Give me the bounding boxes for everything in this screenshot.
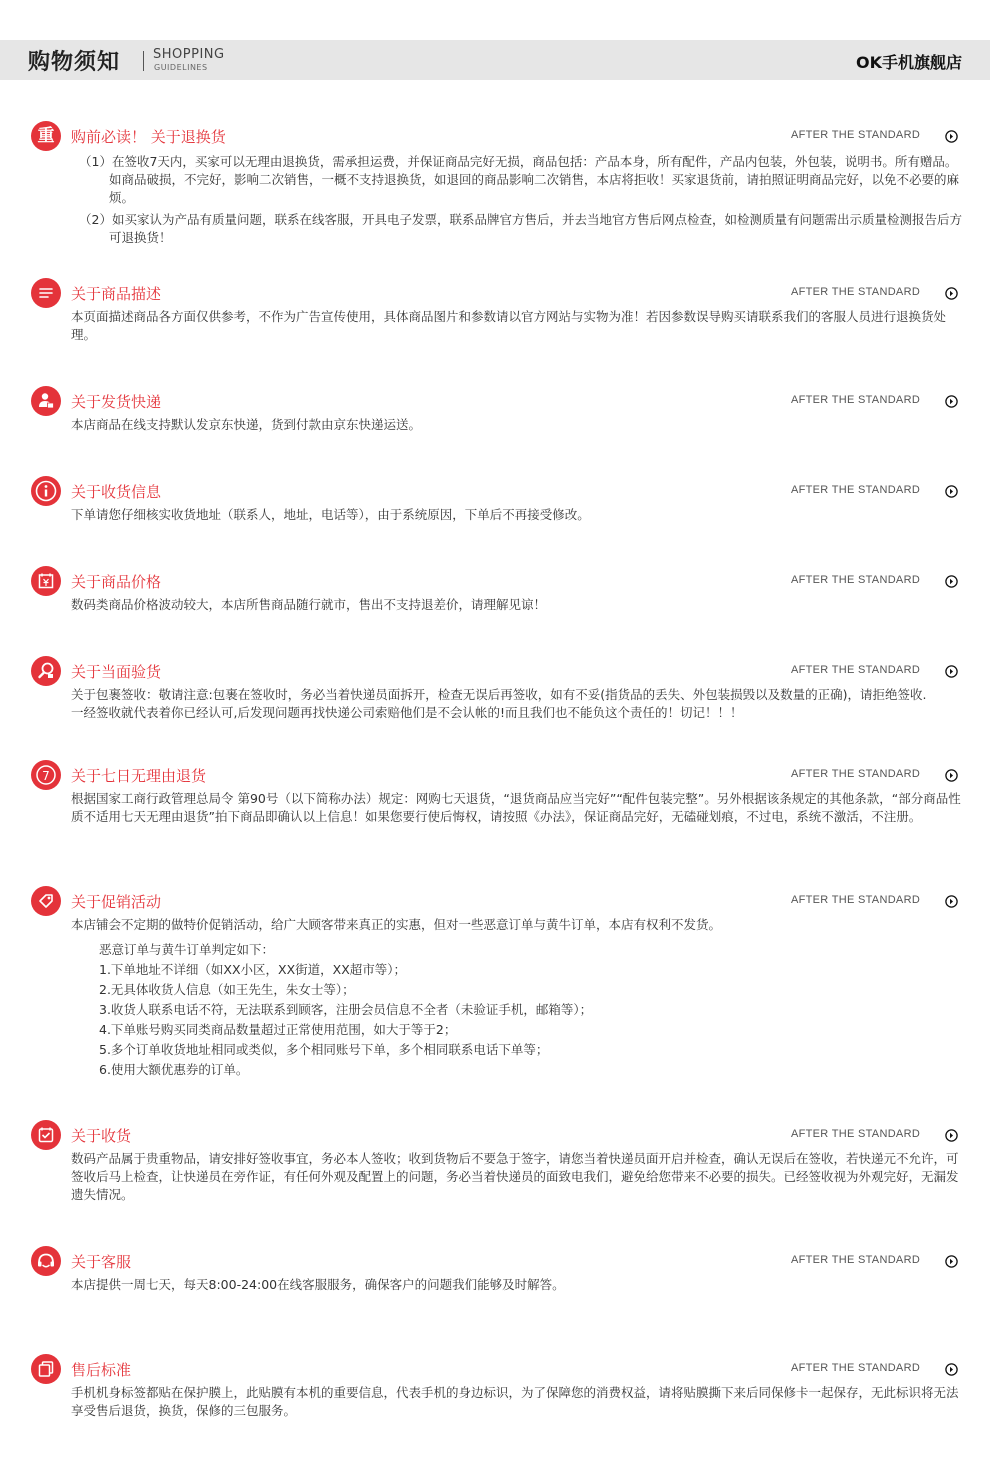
section-title: 关于商品描述: [71, 285, 162, 303]
paragraph: （1）在签收7天内，买家可以无理由退换货，需承担运费，并保证商品完好无损，商品包括：产品本身，所有配件，产品内包装，外包装，说明书。所有赠品。如商品破损，不完好，影响二次销售，一概不支持退换货，如退回的商品影响二次销售，本店将拒收！买家退货前，请拍照证明商品完好，以免不必要的麻烦。: [79, 154, 960, 205]
inspect-magnifier-icon: [31, 656, 61, 686]
list-item: 5.多个订单收货地址相同或类似，多个相同账号下单，多个相同联系电话下单等；: [99, 1042, 549, 1057]
after-standard-label: AFTER THE STANDARD: [791, 1128, 921, 1140]
paragraph: 本页面描述商品各方面仅供参考，不作为广告宣传使用，具体商品图片和参数请以官方网站与实物为准！若因参数误导购买请联系我们的客服人员进行退换货处理。: [71, 309, 947, 342]
circle-arrow-icon[interactable]: [945, 485, 958, 498]
list-item: 4.下单账号购买同类商品数量超过正常使用范围，如大于等于2；: [99, 1022, 457, 1037]
paragraph: 下单请您仔细核实收货地址（联系人，地址，电话等），由于系统原因，下单后不再接受修改。: [71, 507, 590, 522]
page-subtitle-en-small: GUIDELINES: [154, 63, 208, 72]
after-standard-label: AFTER THE STANDARD: [791, 768, 921, 780]
section-body: [71, 1384, 963, 1424]
after-standard-label: AFTER THE STANDARD: [791, 664, 921, 676]
malicious-order-rules: [71, 940, 963, 1080]
paragraph: 手机机身标签都贴在保护膜上，此贴膜有本机的重要信息，代表手机的身边标识，为了保障您的消费权益，请将贴膜撕下来后同保修卡一起保存，无此标识将无法享受售后退货，换货，保修的三包服务。: [71, 1385, 959, 1418]
customer-service-icon: [31, 1246, 61, 1276]
section-body: [71, 596, 963, 618]
after-standard-label: AFTER THE STANDARD: [791, 286, 921, 298]
section-title: 关于促销活动: [71, 893, 162, 911]
after-standard-label: AFTER THE STANDARD: [791, 129, 921, 141]
page-title: 购物须知: [28, 50, 121, 75]
circle-arrow-icon[interactable]: [945, 575, 958, 588]
after-standard-label: AFTER THE STANDARD: [791, 1254, 921, 1266]
page-subtitle-en: SHOPPING: [153, 47, 225, 62]
section-title: 关于七日无理由退货: [71, 767, 207, 785]
receipt-check-icon: [31, 1120, 61, 1150]
after-standard-label: AFTER THE STANDARD: [791, 574, 921, 586]
section-title: 售后标准: [71, 1361, 132, 1379]
circle-arrow-icon[interactable]: [945, 665, 958, 678]
circle-arrow-icon[interactable]: [945, 395, 958, 408]
page-header: [0, 40, 990, 80]
copy-pages-icon: [31, 1354, 61, 1384]
circle-arrow-icon[interactable]: [945, 1255, 958, 1268]
circle-arrow-icon[interactable]: [945, 769, 958, 782]
section-body: [71, 790, 963, 830]
tag-icon: [31, 886, 61, 916]
after-standard-label: AFTER THE STANDARD: [791, 484, 921, 496]
paragraph: 根据国家工商行政管理总局令 第90号（以下简称办法）规定：网购七天退货，“退货商品应当完好”“配件包装完整”。另外根据该条规定的其他条款，“部分商品性质不适用七天无理由退货”拍下商品即确认以上信息！如果您要行使后悔权，请按照《办法》，保证商品完好，无磕碰划痕，不过电，系统不激活，不注册。: [71, 791, 961, 824]
paragraph: （2）如买家认为产品有质量问题，联系在线客服，开具电子发票，联系品牌官方售后，并去当地官方售后网点检查，如检测质量有问题需出示质量检测报告后方可退换货！: [79, 212, 962, 245]
list-item: 2.无具体收货人信息（如王先生，朱女士等）；: [99, 982, 355, 997]
after-standard-label: AFTER THE STANDARD: [791, 894, 921, 906]
shop-name: OK手机旗舰店: [855, 53, 962, 72]
circle-arrow-icon[interactable]: [945, 287, 958, 300]
price-calendar-icon: [31, 566, 61, 596]
section-body: [71, 308, 963, 348]
info-icon: [31, 476, 61, 506]
circle-arrow-icon[interactable]: [945, 130, 958, 143]
title-divider: [143, 51, 144, 71]
circle-arrow-icon[interactable]: [945, 895, 958, 908]
section-title: 关于收货信息: [71, 483, 162, 501]
paragraph: 数码类商品价格波动较大，本店所售商品随行就市，售出不支持退差价，请理解见谅！: [71, 597, 547, 612]
section-title: 关于客服: [71, 1253, 132, 1271]
paragraph: 本店提供一周七天，每天8:00-24:00在线客服服务，确保客户的问题我们能够及时解答。: [71, 1277, 565, 1292]
section-title: 关于收货: [71, 1127, 132, 1145]
section-body: [71, 153, 963, 251]
zhong-character-icon: 重: [31, 121, 61, 151]
after-standard-label: AFTER THE STANDARD: [791, 1362, 921, 1374]
paragraph: 数码产品属于贵重物品，请安排好签收事宜，务必本人签收；收到货物后不要急于签字，请您当着快递员面开启并检查，确认无误后在签收，若快递元不允许，可签收后马上检查，让快递员在旁作证，有任何外观及配置上的问题，务必当着快递员的面致电我们，避免给您带来不必要的损失。已经签收视为外观完好，无漏发遗失情况。: [71, 1151, 959, 1202]
section-title: 关于当面验货: [71, 663, 162, 681]
paragraph: 本店商品在线支持默认发京东快递，货到付款由京东快递运送。: [71, 417, 422, 432]
section-body: [71, 1150, 963, 1208]
paragraph: 本店铺会不定期的做特价促销活动，给广大顾客带来真正的实惠，但对一些恶意订单与黄牛订单，本店有权利不发货。: [71, 917, 722, 932]
circle-arrow-icon[interactable]: [945, 1129, 958, 1142]
section-title: 关于发货快递: [71, 393, 162, 411]
section-title: 购前必读！ 关于退换货: [71, 128, 226, 146]
list-item: 3.收货人联系电话不符，无法联系到顾客，注册会员信息不全者（未验证手机，邮箱等）；: [99, 1002, 593, 1017]
section-body: [71, 1276, 963, 1298]
delivery-person-icon: [31, 386, 61, 416]
after-standard-label: AFTER THE STANDARD: [791, 394, 921, 406]
section-body: [71, 686, 931, 726]
section-body: [71, 916, 963, 1080]
list-lines-icon: [31, 278, 61, 308]
seven-day-icon: 7: [31, 760, 61, 790]
section-title: 关于商品价格: [71, 573, 162, 591]
list-title: 恶意订单与黄牛订单判定如下：: [99, 942, 275, 957]
list-item: 6.使用大额优惠券的订单。: [99, 1062, 249, 1077]
paragraph: 关于包裹签收：敬请注意:包裹在签收时，务必当着快递员面拆开，检查无误后再签收，如有不妥(指货品的丢失、外包装损毁以及数量的正确)，请拒绝签收.一经签收就代表着你已经认可,后发现问题再找快递公司索赔他们是不会认帐的!而且我们也不能负这个责任的！切记！！！: [71, 687, 927, 720]
list-item: 1.下单地址不详细（如XX小区，XX街道，XX超市等）；: [99, 962, 407, 977]
circle-arrow-icon[interactable]: [945, 1363, 958, 1376]
section-body: [71, 506, 963, 528]
section-body: [71, 416, 963, 438]
